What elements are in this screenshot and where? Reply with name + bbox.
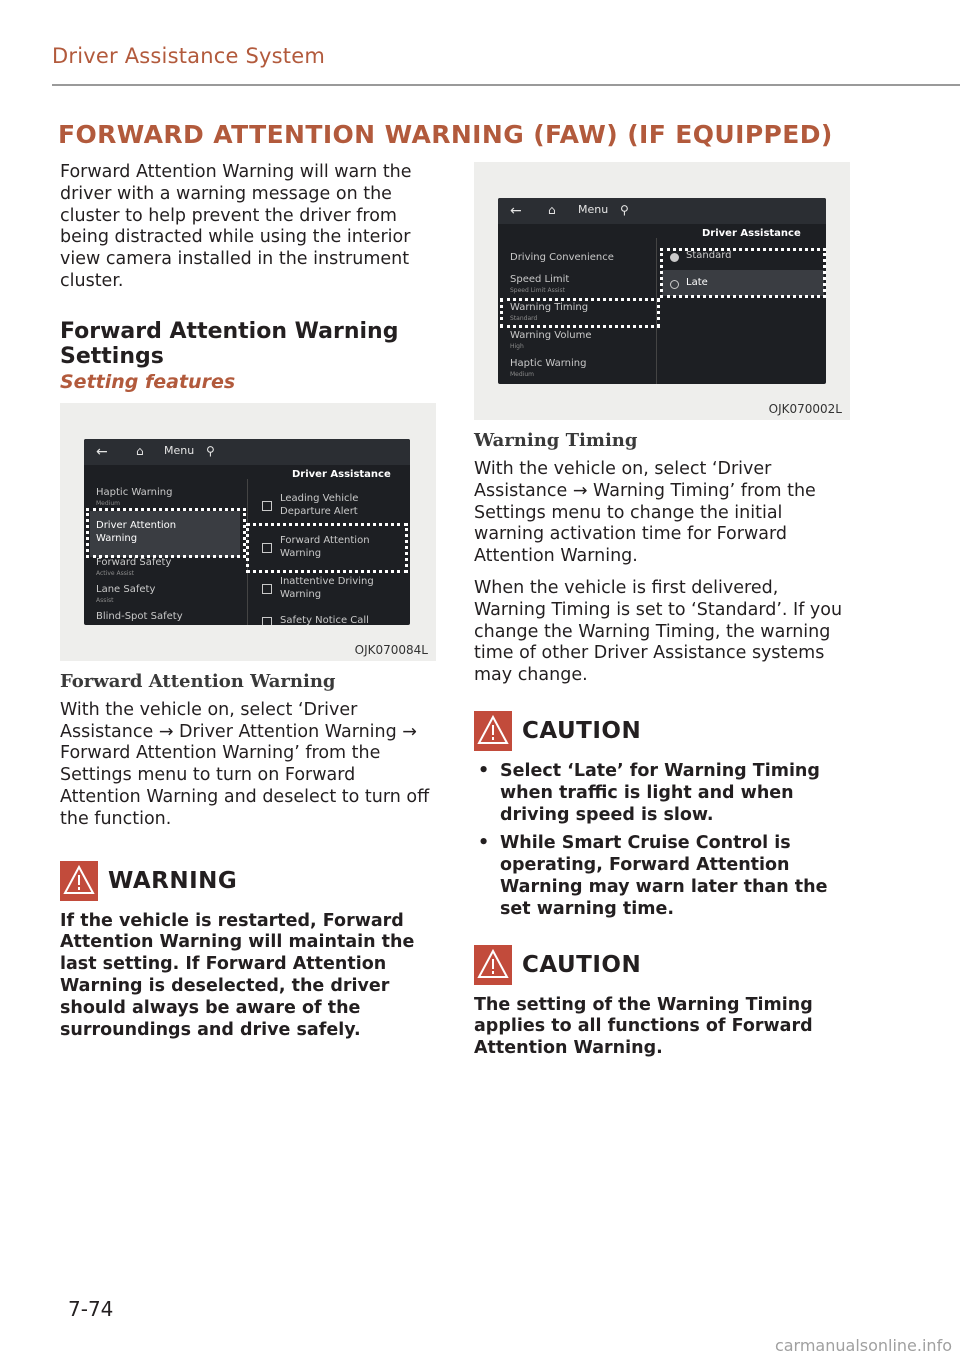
- option-label-line2: Warning: [280, 547, 322, 559]
- settings-heading: Forward Attention Warning Settings: [60, 318, 399, 369]
- option-label: Safety Notice Call: [280, 614, 369, 625]
- menu-item-sub: Assist: [96, 596, 114, 604]
- menu-item-line2: Warning: [96, 532, 138, 544]
- menu-item-sub: Medium: [510, 371, 534, 378]
- body-paragraph: When the vehicle is first delivered, Warning Timing is set to ‘Standard’. If you change the Warning Timing, the warning time of other Driver Assistance systems may change.: [474, 577, 843, 686]
- menu-item: Warning Volume: [510, 330, 592, 341]
- checkbox-icon: [262, 584, 272, 594]
- menu-item-sub: Speed Limit Assist: [510, 287, 565, 294]
- screen-topbar: [498, 198, 826, 224]
- figure-caption: Warning Timing: [474, 430, 638, 451]
- menu-item: Haptic Warning: [510, 358, 587, 369]
- caution-bullet: • Select ‘Late’ for Warning Timing when traffic is light and when driving speed is slow.: [474, 761, 852, 826]
- body-paragraph: With the vehicle on, select ‘Driver Assistance → Warning Timing’ from the Settings menu to change the initial warning activation time for Forward Attention Warning.: [474, 459, 816, 567]
- menu-item-sub: High: [510, 343, 524, 350]
- menu-item: Speed Limit: [510, 274, 570, 285]
- warning-text: If the vehicle is restarted, Forward Attention Warning will maintain the last setting. If Forward Attention Warning is deselected, the driver should always be aware of the surroundings and drive safely.: [60, 910, 415, 1040]
- header-rule: [52, 84, 960, 86]
- highlight-dotted-frame: [500, 298, 660, 328]
- menu-item-sub: Standard: [510, 315, 538, 322]
- figure-caption: Forward Attention Warning: [60, 670, 336, 692]
- option-label: Leading Vehicle: [280, 492, 359, 504]
- intro-paragraph: Forward Attention Warning will warn the driver with a warning message on the cluster to help prevent the driver from being distracted while using the interior view camera installed in the instrument cluster.: [60, 162, 412, 291]
- search-icon: ⚲: [206, 443, 215, 458]
- screen-menu-label: Menu: [578, 203, 609, 216]
- home-icon: ⌂: [548, 203, 556, 217]
- caution-bullet: • While Smart Cruise Control is operating, Forward Attention Warning may warn later than the set warning time.: [474, 833, 852, 920]
- back-arrow-icon: ←: [510, 203, 522, 219]
- menu-item: Blind-Spot Safety: [96, 610, 183, 622]
- menu-item: Haptic Warning: [96, 486, 173, 498]
- left-column: [60, 162, 438, 1041]
- caution-label: CAUTION: [522, 717, 642, 744]
- page-number: 7-74: [68, 1297, 114, 1321]
- option-label-line2: Warning: [280, 588, 322, 600]
- panel-title: Driver Assistance: [702, 228, 801, 239]
- caution-triangle-icon: [474, 945, 512, 985]
- caution-triangle-icon: [474, 711, 512, 751]
- watermark: carmanualsonline.info: [774, 1336, 952, 1355]
- highlight-dotted-frame: [86, 508, 246, 558]
- highlight-dotted-frame: [246, 523, 408, 573]
- menu-item: Forward Safety: [96, 556, 172, 568]
- menu-item: Driver Attention: [96, 519, 177, 531]
- caution-label: CAUTION: [522, 951, 642, 978]
- menu-item: Driving Convenience: [510, 252, 614, 263]
- caution-bullets: [474, 761, 852, 921]
- figure-warning-timing: [474, 162, 850, 420]
- home-icon: ⌂: [136, 443, 144, 458]
- option-label: Standard: [686, 250, 732, 261]
- checkbox-icon: [262, 501, 272, 511]
- warning-triangle-icon: [60, 861, 98, 901]
- menu-item: Lane Safety: [96, 583, 156, 595]
- caution-header: [474, 711, 852, 751]
- right-column: [474, 162, 852, 1060]
- menu-item-sub: Active Assist: [96, 569, 134, 577]
- menu-item: Warning Timing: [510, 302, 589, 313]
- figure-code: OJK070002L: [768, 402, 842, 416]
- screen-topbar: [84, 439, 410, 465]
- panel-title: Driver Assistance: [292, 468, 391, 480]
- running-header: Driver Assistance System: [52, 44, 325, 68]
- section-title: FORWARD ATTENTION WARNING (FAW) (IF EQUIPPED): [58, 120, 833, 149]
- option-label: Late: [686, 277, 708, 288]
- checkbox-icon: [262, 617, 272, 625]
- warning-label: WARNING: [108, 867, 238, 894]
- warning-header: [60, 861, 438, 901]
- caution-header: [474, 945, 852, 985]
- option-label: Forward Attention: [280, 534, 370, 546]
- search-icon: ⚲: [620, 203, 629, 217]
- screen-menu-label: Menu: [164, 443, 195, 457]
- figure-code: OJK070084L: [354, 642, 428, 657]
- figure-faw-settings: [60, 403, 436, 661]
- setting-features-heading: Setting features: [60, 370, 236, 393]
- option-label-line2: Departure Alert: [280, 505, 358, 517]
- menu-item-sub: Medium: [96, 499, 120, 507]
- highlight-dotted-frame: [660, 248, 826, 298]
- back-arrow-icon: ←: [96, 443, 108, 460]
- body-paragraph: With the vehicle on, select ‘Driver Assistance → Driver Attention Warning → Forward Attention Warning’ from the Settings menu to turn on Forward Attention Warning and deselect to turn off the function.: [60, 699, 430, 829]
- option-label: Inattentive Driving: [280, 575, 374, 587]
- caution-text: The setting of the Warning Timing applies to all functions of Forward Attention Warning.: [474, 994, 813, 1059]
